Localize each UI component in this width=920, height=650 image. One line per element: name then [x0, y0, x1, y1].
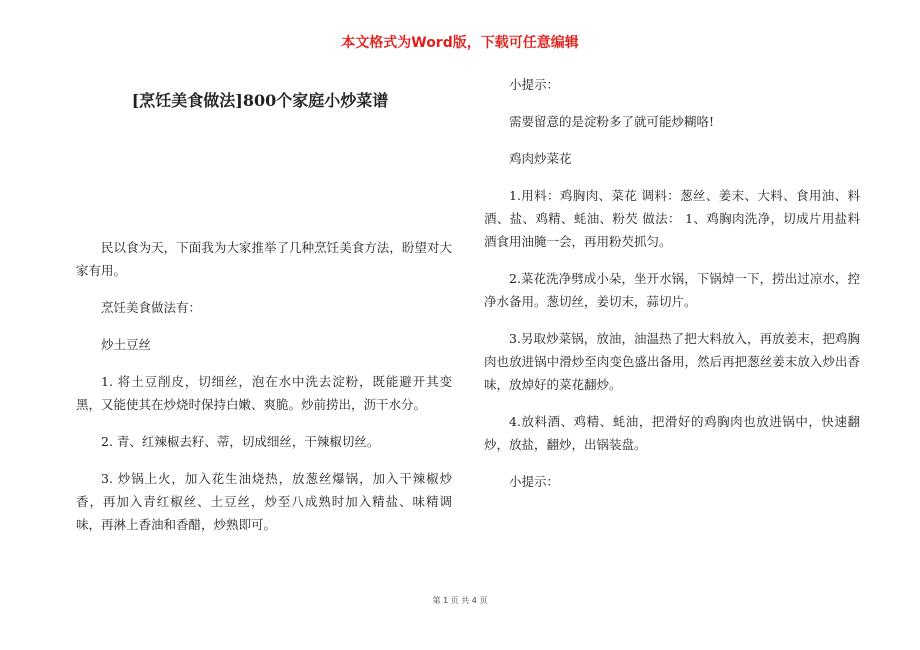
paragraph: 烹饪美食做法有：	[101, 300, 202, 315]
paragraph: 2.菜花洗净劈成小朵，坐开水锅，下锅焯一下，捞出过凉水，控净水备用。葱切丝，姜切末，蒜切片。	[484, 271, 860, 309]
paragraph: 1.用料：鸡胸肉、菜花 调料：葱丝、姜末、大料、食用油、料酒、盐、鸡精、蚝油、粉芡 做法： 1、鸡胸肉洗净，切成片用盐料酒食用油腌一会，再用粉芡抓匀。	[484, 188, 860, 249]
paragraph: 民以食为天，下面我为大家推举了几种烹饪美食方法，盼望对大家有用。	[76, 240, 452, 278]
right-column	[484, 73, 860, 507]
paragraph: 4.放料酒、鸡精、蚝油，把滑好的鸡胸肉也放进锅中，快速翻炒，放盐，翻炒，出锅装盘。	[484, 414, 860, 452]
paragraph: 小提示：	[509, 474, 560, 489]
left-column	[76, 236, 452, 550]
section-heading: 鸡肉炒菜花	[509, 151, 572, 166]
paragraph: 需要留意的是淀粉多了就可能炒糊咯!	[509, 114, 715, 129]
format-banner: 本文格式为Word版，下载可任意编辑	[341, 35, 579, 51]
page-number: 第 1 页 共 4 页	[432, 596, 488, 605]
paragraph: 1. 将土豆削皮，切细丝，泡在水中洗去淀粉，既能避开其变黑，又能使其在炒烧时保持白嫩、爽脆。炒前捞出，沥干水分。	[76, 374, 452, 412]
section-heading: 炒土豆丝	[101, 337, 152, 352]
paragraph: 2. 青、红辣椒去籽、蒂，切成细丝，干辣椒切丝。	[101, 434, 380, 449]
paragraph: 3. 炒锅上火，加入花生油烧热，放葱丝爆锅，加入干辣椒炒香，再加入青红椒丝、土豆丝，炒至八成熟时加入精盐、味精调 味，再淋上香油和香醋，炒熟即可。	[76, 471, 452, 532]
paragraph: 小提示：	[509, 77, 560, 92]
page-title: [烹饪美食做法]800个家庭小炒菜谱	[131, 91, 389, 110]
paragraph: 3.另取炒菜锅，放油，油温热了把大料放入，再放姜末，把鸡胸肉也放进锅中滑炒至肉变色盛出备用，然后再把葱丝姜末放入炒出香味，放焯好的菜花翻炒。	[484, 331, 860, 392]
